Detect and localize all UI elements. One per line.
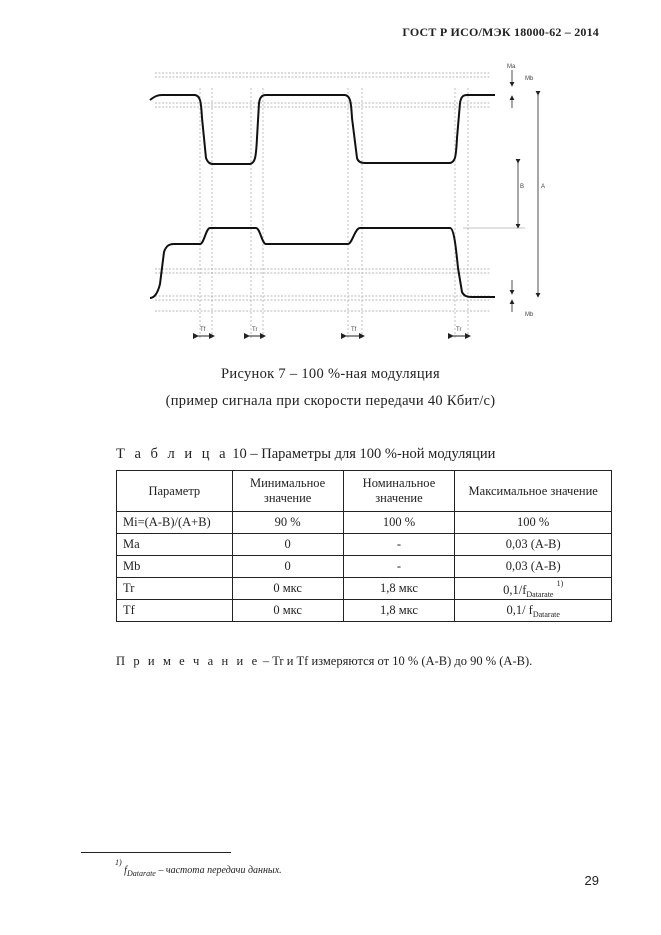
table-title-prefix: Т а б л и ц а [116,446,229,462]
header-min: Минимальное значение [232,471,343,512]
page-number: 29 [584,873,599,888]
document-header: ГОСТ Р ИСО/МЭК 18000-62 – 2014 [402,25,599,39]
note [116,654,532,669]
footnote [115,858,282,878]
note-label: П р и м е ч а н и е [116,654,260,668]
b-label: B [520,184,525,190]
mb-bottom-label: Mb [525,312,534,318]
cell-max: 100 % [455,512,612,534]
table-row [117,534,612,556]
header-param: Параметр [117,471,233,512]
cell-max: 0,03 (A-B) [455,534,612,556]
table-row [117,556,612,578]
figure-caption-subtitle: (пример сигнала при скорости передачи 40 Кбит/с) [165,393,496,409]
tf-label-1: Tf [200,327,206,333]
cell-min: 0 мкс [232,600,343,622]
table-title [116,446,495,463]
cell-min: 90 % [232,512,343,534]
header-nom: Номинальное значение [343,471,455,512]
amplitude-dimensions [463,70,538,312]
cell-nom: - [343,556,455,578]
note-dash: – [262,654,270,668]
cell-param: Mb [117,556,233,578]
mb-top-label: Mb [525,76,534,82]
footnote-text: – частота передачи данных. [158,865,282,876]
footnote-ref: 1) [556,578,564,588]
footnote-subscript: Datarate [126,869,156,878]
table-row [117,512,612,534]
a-label: A [541,184,546,190]
datarate-subscript: Datarate [526,589,554,599]
cell-nom: 1,8 мкс [343,600,455,622]
header-max: Максимальное значение [455,471,612,512]
cell-param: Tr [117,578,233,600]
tolerance-bands [155,73,490,311]
table-row [117,600,612,622]
cell-min: 0 [232,556,343,578]
cell-nom: - [343,534,455,556]
table-title-text: 10 – Параметры для 100 %-ной модуляции [232,446,496,462]
tr-label-2: Tr [456,327,462,333]
tr-label-1: Tr [252,327,258,333]
footnote-rule [81,852,231,853]
datarate-subscript: Datarate [532,609,560,619]
lower-envelope-trace [150,228,495,298]
cell-min: 0 [232,534,343,556]
cell-nom: 100 % [343,512,455,534]
cell-param: Mi=(A-B)/(A+B) [117,512,233,534]
table-header-row [117,471,612,512]
cell-param: Ma [117,534,233,556]
tf-label-2: Tf [351,327,357,333]
modulation-waveform-figure [140,58,560,350]
footnote-f: f [124,865,127,876]
cell-min: 0 мкс [232,578,343,600]
cell-max: 0,03 (A-B) [455,556,612,578]
figure-caption: Рисунок 7 – 100 %-ная модуляция [221,366,440,382]
max-formula: 0,1/ f [506,602,533,617]
ma-label: Ma [507,64,516,70]
table-row [117,578,612,600]
upper-envelope-trace [150,95,495,164]
cell-param: Tf [117,600,233,622]
cell-nom: 1,8 мкс [343,578,455,600]
note-text: Tr и Tf измеряются от 10 % (A-B) до 90 % (A-B). [272,654,533,668]
max-formula: 0,1/f [503,582,527,597]
parameters-table [116,470,612,622]
cell-max [455,600,612,622]
cell-max [455,578,612,600]
footnote-marker: 1) [115,858,122,867]
